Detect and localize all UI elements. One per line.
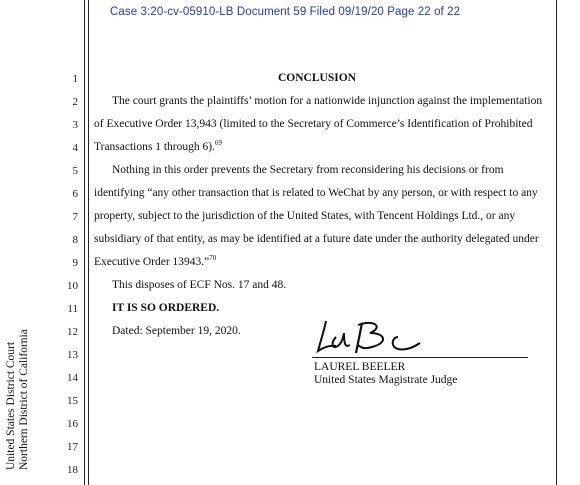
line-number: 2: [72, 96, 78, 108]
signature-line: [312, 357, 528, 358]
line-number: 9: [72, 257, 78, 269]
line-number: 3: [72, 119, 78, 131]
line-number: 1: [72, 73, 78, 85]
line-number: 7: [72, 211, 78, 223]
dated-line: Dated: September 19, 2020.: [112, 325, 241, 337]
line-number: 12: [67, 326, 78, 338]
court-label: [5, 329, 31, 470]
line-number: 4: [72, 142, 78, 154]
margin-rule-right: [556, 0, 557, 485]
footnote-ref-69[interactable]: 69: [214, 139, 222, 148]
line-number: 18: [67, 464, 78, 476]
para2-line2: identifying “any other transaction that is related to WeChat by any person, or with respect to any: [94, 187, 538, 199]
para2-line1: Nothing in this order prevents the Secretary from reconsidering his decisions or from: [112, 164, 504, 176]
para1-line1: The court grants the plaintiffs’ motion for a nationwide injunction against the implementation: [112, 95, 543, 107]
line-number: 5: [72, 165, 78, 177]
line-number: 13: [67, 349, 78, 361]
line-number: 15: [67, 395, 78, 407]
line-number: 14: [67, 372, 78, 384]
margin-rule-left: [84, 0, 85, 485]
signer-title: United States Magistrate Judge: [314, 374, 458, 386]
line-number: 17: [67, 441, 78, 453]
para2-line5: Executive Order 13943.”$^{70}$: [94, 254, 217, 268]
so-ordered: IT IS SO ORDERED.: [112, 302, 220, 314]
court-label-line1: United States District Court: [5, 341, 17, 470]
judge-signature: [314, 319, 424, 357]
line-number: 6: [72, 188, 78, 200]
margin-rule-left-inner: [88, 0, 89, 485]
court-label-line2: Northern District of California: [18, 329, 30, 470]
para2-line4: subsidiary of that entity, as may be identified at a future date under the authority delegated under: [94, 233, 539, 245]
para1-line3: Transactions 1 through 6).$^{69}$: [94, 139, 222, 153]
disposes-line: This disposes of ECF Nos. 17 and 48.: [112, 279, 287, 291]
line-number: 8: [72, 234, 78, 246]
para1-line2: of Executive Order 13,943 (limited to the Secretary of Commerce’s Identification of Prohibited: [94, 118, 533, 130]
para2-line3: property, subject to the jurisdiction of the United States, with Tencent Holdings Ltd., or any: [94, 210, 516, 222]
footnote-ref-70[interactable]: 70: [209, 254, 217, 263]
line-number: 10: [67, 280, 78, 292]
line-number: 11: [67, 303, 78, 315]
conclusion-heading: CONCLUSION: [278, 72, 356, 84]
signer-name: LAUREL BEELER: [314, 361, 406, 373]
case-header: Case 3:20-cv-05910-LB Document 59 Filed 09/19/20 Page 22 of 22: [110, 6, 461, 18]
line-number: 16: [67, 418, 78, 430]
